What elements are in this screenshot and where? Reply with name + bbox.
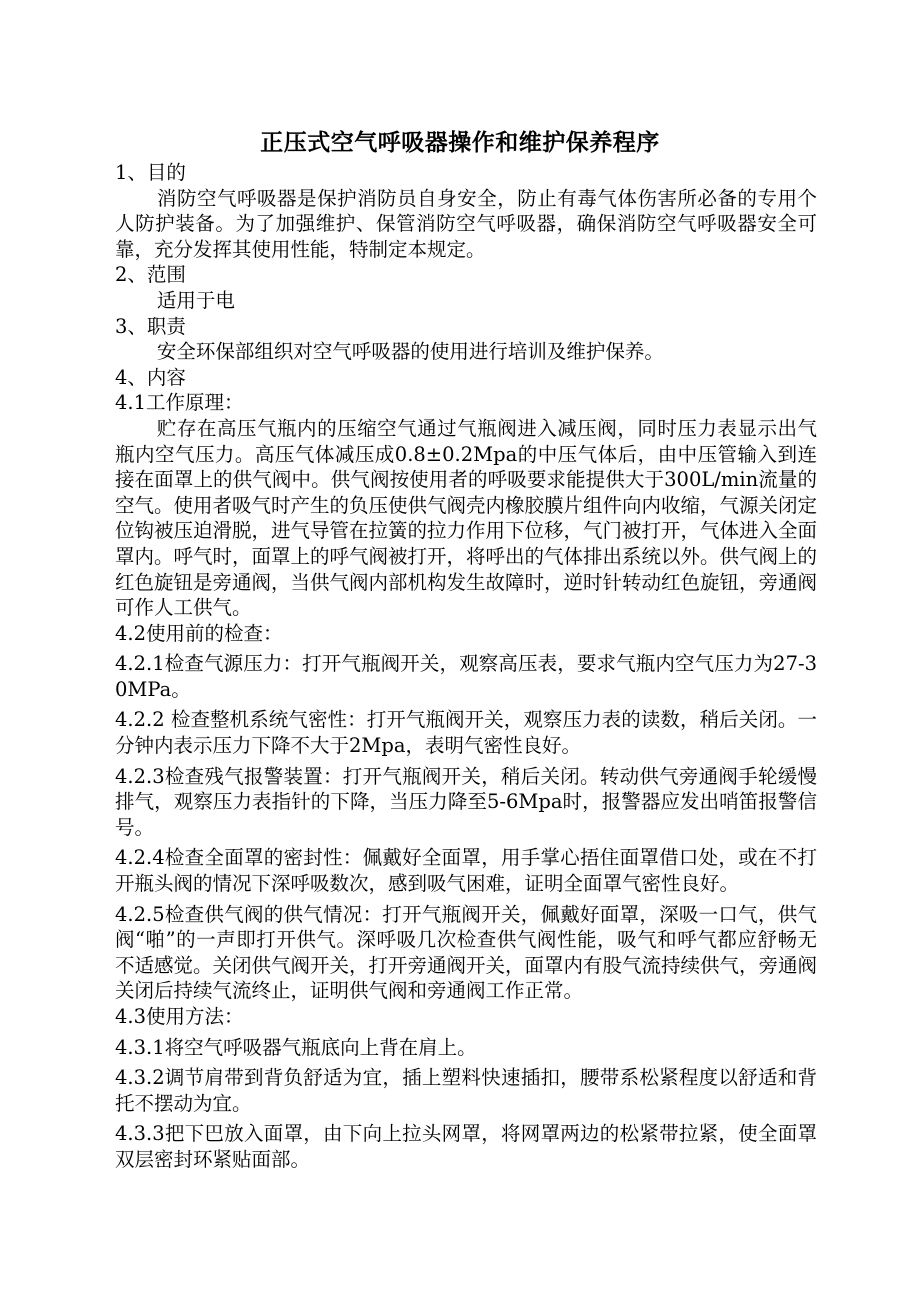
scope-heading: 2、范围 (115, 263, 186, 287)
check-item-1: 4.2.1检查气源压力：打开气瓶阀开关，观察高压表，要求气瓶内空气压力为27-30MPa。 (115, 652, 817, 701)
check-heading: 4.2使用前的检查： (115, 621, 283, 645)
usage-item-3: 4.3.3把下巴放入面罩，由下向上拉头网罩，将网罩两边的松紧带拉紧，使全面罩双层密封环紧贴面部。 (115, 1122, 817, 1171)
principle-paragraph: 贮存在高压气瓶内的压缩空气通过气瓶阀进入减压阀，同时压力表显示出气瓶内空气压力。高压气体减压成0.8±0.2Mpa的中压气体后，由中压管输入到连接在面罩上的供气阀中。供气阀按使用者的呼吸要求能提供大于300L/min流量的空气。使用者吸气时产生的负压使供气阀壳内橡胶膜片组件向内收缩，气源关闭定位钩被压迫滑脱，进气导管在拉簧的拉力作用下位移，气门被打开，气体进入全面罩内。呼气时，面罩上的呼气阀被打开，将呼出的气体排出系统以外。供气阀上的红色旋钮是旁通阀，当供气阀内部机构发生故障时，逆时针转动红色旋钮，旁通阀可作人工供气。 (115, 416, 818, 620)
document-body (115, 160, 817, 1173)
usage-heading: 4.3使用方法： (115, 1005, 244, 1028)
content-heading: 4、内容 (115, 365, 186, 389)
duty-paragraph: 安全环保部组织对空气呼吸器的使用进行培训及维护保养。 (156, 340, 664, 364)
check-item-5: 4.2.5检查供气阀的供气情况：打开气瓶阀开关，佩戴好面罩，深吸一口气，供气阀“啪”的一声即打开供气。深呼吸几次检查供气阀性能，吸气和呼气都应舒畅无不适感觉。关闭供气阀开关，打开旁通阀开关，面罩内有股气流持续供气，旁通阀关闭后持续气流终止，证明供气阀和旁通阀工作正常。 (115, 902, 818, 1003)
usage-item-1: 4.3.1将空气呼吸器气瓶底向上背在肩上。 (115, 1035, 477, 1059)
principle-heading: 4.1工作原理： (115, 391, 244, 415)
document-title: 正压式空气呼吸器操作和维护保养程序 (260, 130, 660, 156)
duty-heading: 3、职责 (115, 314, 186, 338)
check-item-4: 4.2.4检查全面罩的密封性：佩戴好全面罩，用手掌心捂住面罩借口处，或在不打开瓶头阀的情况下深呼吸数次，感到吸气困难，证明全面罩气密性良好。 (115, 846, 817, 896)
purpose-paragraph: 消防空气呼吸器是保护消防员自身安全，防止有毒气体伤害所必备的专用个人防护装备。为了加强维护、保管消防空气呼吸器，确保消防空气呼吸器安全可靠，充分发挥其使用性能，特制定本规定。 (115, 186, 817, 261)
usage-item-2: 4.3.2调节肩带到背负舒适为宜，插上塑料快速插扣，腰带系松紧程度以舒适和背托不摆动为宜。 (115, 1066, 817, 1115)
check-item-2: 4.2.2 检查整机系统气密性：打开气瓶阀开关，观察压力表的读数，稍后关闭。一分钟内表示压力下降不大于2Mpa，表明气密性良好。 (115, 708, 817, 758)
check-item-3: 4.2.3检查残气报警装置：打开气瓶阀开关，稍后关闭。转动供气旁通阀手轮缓慢排气，观察压力表指针的下降，当压力降至5-6Mpa时，报警器应发出哨笛报警信号。 (115, 764, 817, 839)
purpose-heading: 1、目的 (115, 161, 186, 184)
scope-paragraph: 适用于电 (156, 288, 235, 312)
